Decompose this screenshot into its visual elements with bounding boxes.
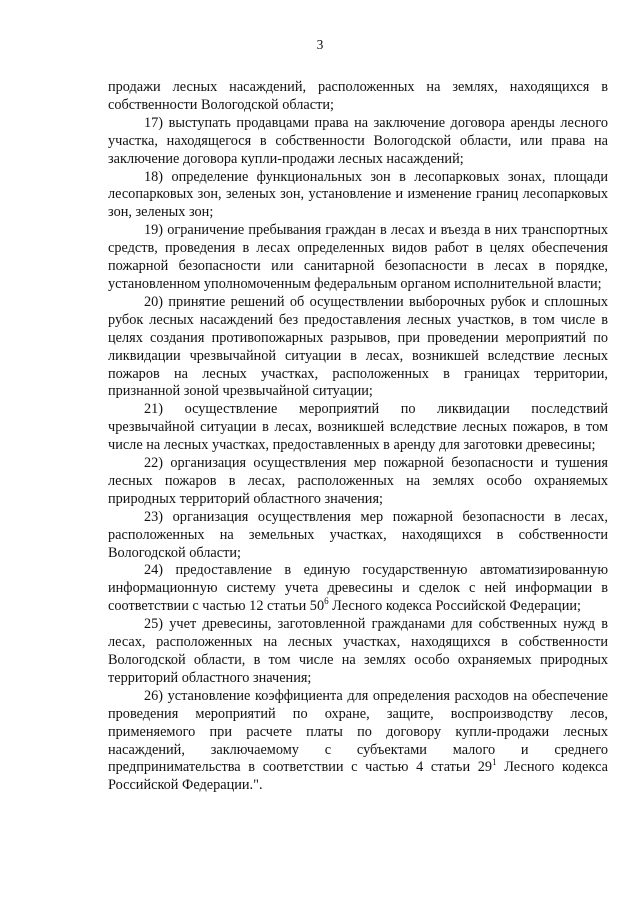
paragraph-item-20: 20) принятие решений об осуществлении выборочных рубок и сплошных рубок лесных насаждений без предоставления лесных участков, в том числе в целях создания противопожарных разрывов, при проведении мероприятий по ликвидации чрезвычайной ситуации в лесах, возникшей вследствие лесных пожаров на лесных участках, расположенных в границах территории, признанной зоной чрезвычайной ситуации; xyxy=(108,293,608,400)
paragraph-continuation: продажи лесных насаждений, расположенных на землях, находящихся в собственности Вологодской области; xyxy=(108,79,608,113)
page-number: 3 xyxy=(316,37,324,52)
paragraph-24-text: 24) предоставление в единую государственную автоматизированную информационную систему учета древесины и сделок с ней информации в соответствии с частью 12 статьи 50 xyxy=(108,562,608,615)
paragraph-item-18: 18) определение функциональных зон в лесопарковых зонах, площади лесопарковых зон, зеленых зон, установление и изменение границ лесопарковых зон, зеленых зон; xyxy=(108,168,608,221)
paragraph-item-23: 23) организация осуществления мер пожарной безопасности в лесах, расположенных на земельных участках, находящихся в собственности Вологодской области; xyxy=(108,508,608,561)
superscript-article-index: 1 xyxy=(492,757,497,768)
paragraph-item-19: 19) ограничение пребывания граждан в лесах и въезда в них транспортных средств, проведения в лесах определенных видов работ в целях обеспечения пожарной безопасности или санитарной безопасности в лесах в порядке, установленном уполномоченным федеральным органом исполнительной власти; xyxy=(108,222,608,292)
paragraph-item-25: 25) учет древесины, заготовленной гражданами для собственных нужд в лесах, расположенных на лесных участках, находящихся в собственности Вологодской области, в том числе на землях особо охраняемых природных территорий областного значения; xyxy=(108,616,608,686)
document-body xyxy=(108,79,608,795)
superscript-article-index: 6 xyxy=(324,596,329,607)
paragraph-item-17: 17) выступать продавцами права на заключение договора аренды лесного участка, находящегося в собственности Вологодской области, или права на заключение договора купли-продажи лесных насаждений; xyxy=(108,114,608,167)
paragraph-item-22: 22) организация осуществления мер пожарной безопасности и тушения лесных пожаров в лесах, расположенных на землях особо охраняемых природных территорий областного значения; xyxy=(108,455,608,507)
paragraph-item-26 xyxy=(108,688,608,795)
paragraph-item-24 xyxy=(108,562,608,616)
paragraph-24-text-end: Лесного кодекса Российской Федерации; xyxy=(328,598,581,615)
paragraph-26-text: 26) установление коэффициента для определения расходов на обеспечение проведения мероприятий по охране, защите, воспроизводству лесов, применяемого при расчете платы по договору купли-продажи лесных насаждений, заключаемому с субъектами малого и среднего предпринимательства в соответствии с частью 4 статьи 29 xyxy=(108,687,608,776)
paragraph-item-21: 21) осуществление мероприятий по ликвидации последствий чрезвычайной ситуации в лесах, возникшей вследствие лесных пожаров, в том числе на лесных участках, предоставленных в аренду для заготовки древесины; xyxy=(108,401,608,454)
paragraph-26-text-end: Лесного кодекса Российской Федерации.". xyxy=(108,759,608,794)
